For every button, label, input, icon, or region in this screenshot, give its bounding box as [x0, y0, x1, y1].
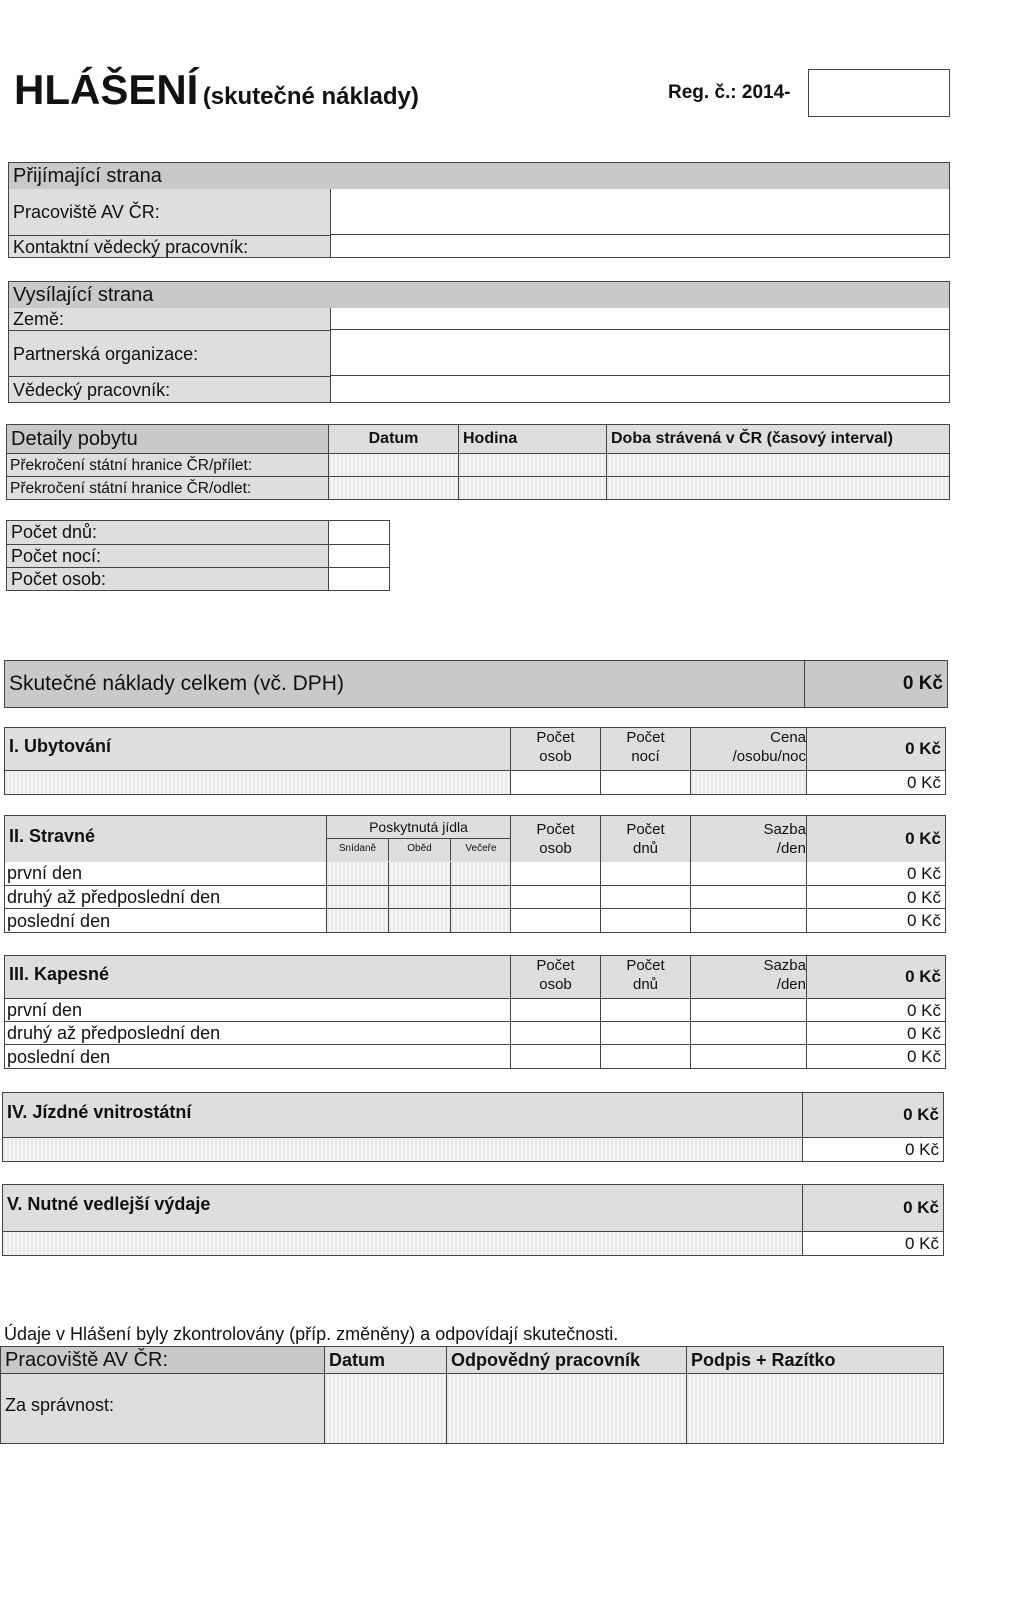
signature-col-date: Datum [325, 1347, 447, 1373]
accommodation-col-persons: Počet osob [511, 728, 601, 770]
meals-row-last-lunch[interactable] [389, 908, 451, 932]
accommodation-persons-field[interactable] [511, 770, 601, 794]
meals-row-last-breakfast[interactable] [327, 908, 389, 932]
transport-title: IV. Jízdné vnitrostátní [3, 1093, 803, 1137]
meals-col-rate: Sazba /den [691, 816, 807, 862]
signature-col-responsible: Odpovědný pracovník [447, 1347, 687, 1373]
pocket-row-middle-value: 0 Kč [807, 1021, 945, 1044]
pocket-row-middle-label: druhý až předposlední den [5, 1021, 511, 1044]
meals-provided-label: Poskytnutá jídla [327, 816, 510, 839]
meals-provided [327, 816, 511, 862]
signature-row-label: Za správnost: [1, 1373, 325, 1443]
other-title: V. Nutné vedlejší výdaje [3, 1185, 803, 1231]
pocket-row-first-rate[interactable] [691, 998, 807, 1021]
sending-scientist-label: Vědecký pracovník: [9, 376, 331, 402]
transport-section [2, 1092, 944, 1162]
meals-row-last-days[interactable] [601, 908, 691, 932]
accommodation-price-field[interactable] [691, 770, 807, 794]
accommodation-row-value: 0 Kč [807, 770, 945, 794]
other-row-value: 0 Kč [803, 1231, 943, 1255]
counts-section [6, 520, 390, 591]
accommodation-row-field[interactable] [5, 770, 511, 794]
signature-table [0, 1346, 944, 1444]
stay-title: Detaily pobytu [7, 425, 329, 453]
meals-row-first-rate[interactable] [691, 862, 807, 885]
reg-number-field[interactable] [808, 69, 950, 117]
meals-row-middle-dinner[interactable] [451, 885, 511, 908]
transport-row-field[interactable] [3, 1137, 803, 1161]
receiving-workplace-field[interactable] [331, 189, 949, 235]
sending-partner-field[interactable] [331, 330, 949, 376]
stay-arrival-date[interactable] [329, 453, 459, 476]
pocket-col-rate: Sazba /den [691, 956, 807, 998]
accommodation-section [4, 727, 946, 795]
accommodation-title: I. Ubytování [5, 728, 511, 770]
meals-row-last-label: poslední den [5, 908, 327, 932]
pocket-row-middle-days[interactable] [601, 1021, 691, 1044]
stay-departure-label: Překročení státní hranice ČR/odlet: [7, 476, 329, 499]
meals-row-first-persons[interactable] [511, 862, 601, 885]
sending-partner-label: Partnerská organizace: [9, 330, 331, 376]
other-section [2, 1184, 944, 1256]
count-days-label: Počet dnů: [7, 521, 329, 544]
meals-row-middle-days[interactable] [601, 885, 691, 908]
sending-scientist-field[interactable] [331, 376, 949, 402]
pocket-row-middle-rate[interactable] [691, 1021, 807, 1044]
document-title [14, 66, 419, 116]
receiving-section [8, 162, 950, 258]
receiving-title: Přijímající strana [9, 163, 949, 189]
sending-country-label: Země: [9, 308, 331, 330]
pocket-row-first-persons[interactable] [511, 998, 601, 1021]
pocket-title: III. Kapesné [5, 956, 511, 998]
pocket-section [4, 955, 946, 1069]
signature-stamp-field[interactable] [687, 1373, 943, 1443]
meals-row-last-persons[interactable] [511, 908, 601, 932]
meal-dinner-label: Večeře [465, 843, 497, 854]
stay-departure-hour[interactable] [459, 476, 607, 499]
transport-sum: 0 Kč [803, 1093, 943, 1137]
receiving-workplace-label: Pracoviště AV ČR: [9, 189, 331, 235]
title-main: HLÁŠENÍ [14, 66, 199, 113]
sending-title: Vysílající strana [9, 282, 949, 308]
stay-col-duration: Doba strávená v ČR (časový interval) [607, 425, 949, 453]
sending-country-field[interactable] [331, 308, 949, 330]
pocket-row-first-label: první den [5, 998, 511, 1021]
meals-col-days: Počet dnů [601, 816, 691, 862]
pocket-row-last-persons[interactable] [511, 1044, 601, 1068]
pocket-row-first-value: 0 Kč [807, 998, 945, 1021]
count-nights-field[interactable] [329, 544, 389, 567]
other-row-field[interactable] [3, 1231, 803, 1255]
signature-date-field[interactable] [325, 1373, 447, 1443]
accommodation-col-nights: Počet nocí [601, 728, 691, 770]
accommodation-nights-field[interactable] [601, 770, 691, 794]
pocket-row-last-days[interactable] [601, 1044, 691, 1068]
total-value: 0 Kč [902, 673, 943, 694]
signature-col-workplace: Pracoviště AV ČR: [1, 1347, 325, 1373]
stay-section [6, 424, 950, 500]
meals-row-first-label: první den [5, 862, 327, 885]
meals-row-first-value: 0 Kč [906, 864, 941, 883]
signature-col-sign: Podpis + Razítko [687, 1347, 943, 1373]
meals-row-first-days[interactable] [601, 862, 691, 885]
count-persons-field[interactable] [329, 567, 389, 590]
meals-row-middle-value: 0 Kč [807, 885, 945, 908]
meals-row-middle-lunch[interactable] [389, 885, 451, 908]
meals-row-middle-breakfast[interactable] [327, 885, 389, 908]
meals-row-middle-rate[interactable] [691, 885, 807, 908]
count-days-field[interactable] [329, 521, 389, 544]
pocket-row-last-rate[interactable] [691, 1044, 807, 1068]
other-sum: 0 Kč [803, 1185, 943, 1231]
meals-col-persons: Počet osob [511, 816, 601, 862]
meals-row-last-value: 0 Kč [807, 908, 945, 932]
stay-col-date: Datum [329, 425, 459, 453]
meals-title: II. Stravné [5, 816, 327, 862]
meals-row-first-dinner[interactable] [451, 862, 511, 885]
meals-row-middle-persons[interactable] [511, 885, 601, 908]
meals-sum: 0 Kč [807, 816, 945, 862]
stay-duration-field-2[interactable] [607, 476, 949, 499]
pocket-col-days: Počet dnů [601, 956, 691, 998]
sending-section [8, 281, 950, 403]
stay-arrival-label: Překročení státní hranice ČR/přílet: [7, 453, 329, 476]
pocket-row-last-label: poslední den [5, 1044, 511, 1068]
signature-responsible-field[interactable] [447, 1373, 687, 1443]
meals-section [4, 815, 946, 933]
pocket-row-first-days[interactable] [601, 998, 691, 1021]
meals-row-first-lunch[interactable] [389, 862, 451, 885]
receiving-contact-field[interactable] [331, 235, 949, 257]
stay-departure-date[interactable] [329, 476, 459, 499]
pocket-row-middle-persons[interactable] [511, 1021, 601, 1044]
accommodation-sum: 0 Kč [807, 728, 945, 770]
verification-statement: Údaje v Hlášení byly zkontrolovány (příp. změněny) a odpovídají skutečnosti. [4, 1324, 619, 1344]
title-sub: (skutečné náklady) [202, 83, 419, 110]
count-nights-label: Počet nocí: [7, 544, 329, 567]
meals-row-last-dinner[interactable] [451, 908, 511, 932]
stay-arrival-hour[interactable] [459, 453, 607, 476]
meals-row-first-breakfast[interactable] [327, 862, 389, 885]
reg-number-label: Reg. č.: 2014- [668, 82, 791, 103]
meals-row-last-rate[interactable] [691, 908, 807, 932]
accommodation-col-price: Cena /osobu/noc [691, 728, 807, 770]
meal-lunch-label: Oběd [389, 839, 451, 861]
pocket-col-persons: Počet osob [511, 956, 601, 998]
count-persons-label: Počet osob: [7, 567, 329, 590]
meal-breakfast-label: Snídaně [327, 839, 389, 861]
pocket-sum: 0 Kč [807, 956, 945, 998]
total-label: Skutečné náklady celkem (vč. DPH) [5, 661, 805, 707]
stay-duration-field[interactable] [607, 453, 949, 476]
meals-row-middle-label: druhý až předposlední den [5, 885, 327, 908]
pocket-row-last-value: 0 Kč [807, 1044, 945, 1068]
transport-row-value: 0 Kč [803, 1137, 943, 1161]
receiving-contact-label: Kontaktní vědecký pracovník: [9, 235, 331, 257]
total-section [4, 660, 948, 708]
stay-col-hour: Hodina [459, 425, 607, 453]
